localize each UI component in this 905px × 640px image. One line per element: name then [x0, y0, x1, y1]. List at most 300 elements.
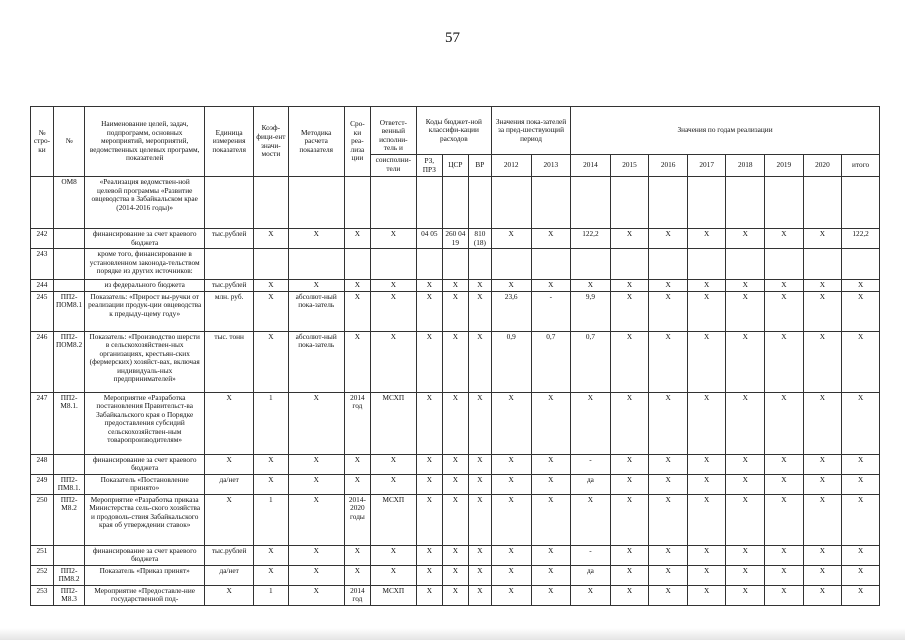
- value-2016-cell: X: [649, 229, 688, 249]
- value-2020-cell: [803, 177, 842, 229]
- value-2018-cell: X: [726, 392, 765, 454]
- rz-cell: X: [416, 545, 442, 565]
- value-2012-cell: X: [491, 545, 531, 565]
- value-2019-cell: X: [765, 494, 804, 545]
- header-year-2012: 2012: [491, 155, 531, 177]
- term-cell: 2014-2020 годы: [344, 494, 370, 545]
- value-2013-cell: X: [531, 585, 571, 605]
- table-row: [31, 249, 880, 280]
- value-2012-cell: X: [491, 454, 531, 474]
- total-cell: [842, 249, 880, 280]
- value-2019-cell: X: [765, 392, 804, 454]
- vr-cell: X: [468, 392, 491, 454]
- row-number-cell: 247: [31, 392, 54, 454]
- value-2014-cell: X: [571, 392, 611, 454]
- total-cell: 122,2: [842, 229, 880, 249]
- csr-cell: [442, 249, 468, 280]
- value-2020-cell: X: [803, 585, 842, 605]
- value-2016-cell: [649, 177, 688, 229]
- name-cell: Показатель: «Прирост вы-ручки от реализации продук-ции овцеводства к предыду-щему году»: [85, 291, 205, 331]
- value-2014-cell: X: [571, 494, 611, 545]
- scan-edge: [0, 628, 905, 640]
- header-year-2015: 2015: [610, 155, 649, 177]
- value-2016-cell: X: [649, 454, 688, 474]
- method-cell: абсолют-ный пока-затель: [288, 291, 344, 331]
- vr-cell: X: [468, 291, 491, 331]
- coefficient-cell: X: [254, 331, 288, 392]
- value-2018-cell: X: [726, 454, 765, 474]
- term-cell: 2014 год: [344, 585, 370, 605]
- value-2016-cell: X: [649, 331, 688, 392]
- value-2020-cell: [803, 249, 842, 280]
- value-2016-cell: X: [649, 494, 688, 545]
- header-method: Методика расчета показателя: [288, 107, 344, 177]
- term-cell: X: [344, 454, 370, 474]
- value-2020-cell: X: [803, 392, 842, 454]
- coefficient-cell: 1: [254, 494, 288, 545]
- value-2014-cell: да: [571, 474, 611, 494]
- rz-cell: X: [416, 454, 442, 474]
- value-2013-cell: X: [531, 392, 571, 454]
- value-2019-cell: X: [765, 474, 804, 494]
- value-2016-cell: [649, 249, 688, 280]
- row-number-cell: 250: [31, 494, 54, 545]
- page-number: 57: [445, 30, 460, 46]
- value-2013-cell: 0,7: [531, 331, 571, 392]
- code-cell: [53, 454, 84, 474]
- vr-cell: X: [468, 331, 491, 392]
- header-baseline-period: Значения пока-зателей за пред-шествующий период: [491, 107, 570, 155]
- header-vr: ВР: [468, 155, 491, 177]
- value-2016-cell: X: [649, 474, 688, 494]
- header-year-2019: 2019: [765, 155, 804, 177]
- value-2017-cell: X: [687, 454, 726, 474]
- row-number-cell: 242: [31, 229, 54, 249]
- table-row: [31, 291, 880, 331]
- total-cell: X: [842, 280, 880, 292]
- table-row: [31, 229, 880, 249]
- responsible-cell: МСХП: [370, 585, 416, 605]
- rz-cell: X: [416, 392, 442, 454]
- value-2014-cell: -: [571, 454, 611, 474]
- value-2015-cell: X: [610, 565, 649, 585]
- rz-cell: X: [416, 585, 442, 605]
- unit-cell: X: [205, 494, 254, 545]
- value-2018-cell: [726, 249, 765, 280]
- responsible-cell: [370, 249, 416, 280]
- table-row: [31, 454, 880, 474]
- value-2013-cell: [531, 177, 571, 229]
- value-2017-cell: X: [687, 474, 726, 494]
- term-cell: X: [344, 331, 370, 392]
- value-2012-cell: X: [491, 229, 531, 249]
- header-total: итого: [842, 155, 880, 177]
- value-2020-cell: X: [803, 454, 842, 474]
- value-2017-cell: X: [687, 229, 726, 249]
- name-cell: из федерального бюджета: [85, 280, 205, 292]
- total-cell: X: [842, 454, 880, 474]
- value-2012-cell: X: [491, 494, 531, 545]
- row-number-cell: [31, 177, 54, 229]
- value-2015-cell: [610, 177, 649, 229]
- vr-cell: X: [468, 494, 491, 545]
- value-2015-cell: X: [610, 229, 649, 249]
- term-cell: 2014 год: [344, 392, 370, 454]
- header-row-number: № стро-ки: [31, 107, 54, 177]
- coefficient-cell: X: [254, 291, 288, 331]
- csr-cell: X: [442, 331, 468, 392]
- name-cell: кроме того, финансирование в установленном законода-тельством порядке из других источников:: [85, 249, 205, 280]
- value-2013-cell: X: [531, 474, 571, 494]
- header-code: №: [53, 107, 84, 177]
- total-cell: [842, 177, 880, 229]
- vr-cell: 810 (18): [468, 229, 491, 249]
- value-2020-cell: X: [803, 565, 842, 585]
- term-cell: X: [344, 229, 370, 249]
- value-2017-cell: X: [687, 494, 726, 545]
- name-cell: Показатель: «Производство шерсти в сельскохозяйствен-ных организациях, крестьян-ских (фермерских) хозяйст-вах, включая индивидуаль-ных предпринимателей»: [85, 331, 205, 392]
- row-number-cell: 243: [31, 249, 54, 280]
- name-cell: финансирование за счет краевого бюджета: [85, 229, 205, 249]
- name-cell: Показатель «Постановление принято»: [85, 474, 205, 494]
- responsible-cell: МСХП: [370, 392, 416, 454]
- total-cell: X: [842, 565, 880, 585]
- coefficient-cell: [254, 177, 288, 229]
- value-2013-cell: X: [531, 454, 571, 474]
- code-cell: ПП2-М8.1.: [53, 392, 84, 454]
- csr-cell: X: [442, 474, 468, 494]
- term-cell: X: [344, 474, 370, 494]
- row-number-cell: 251: [31, 545, 54, 565]
- value-2015-cell: X: [610, 585, 649, 605]
- unit-cell: тыс.рублей: [205, 229, 254, 249]
- table-body: [31, 177, 880, 606]
- value-2014-cell: X: [571, 280, 611, 292]
- value-2014-cell: -: [571, 545, 611, 565]
- value-2017-cell: X: [687, 545, 726, 565]
- value-2018-cell: X: [726, 585, 765, 605]
- rz-cell: [416, 249, 442, 280]
- header-year-2017: 2017: [687, 155, 726, 177]
- value-2020-cell: X: [803, 331, 842, 392]
- value-2017-cell: X: [687, 392, 726, 454]
- method-cell: X: [288, 585, 344, 605]
- value-2019-cell: X: [765, 291, 804, 331]
- value-2015-cell: X: [610, 494, 649, 545]
- header-responsible: Ответст-венный исполни-тель и: [370, 107, 416, 155]
- value-2018-cell: X: [726, 291, 765, 331]
- total-cell: X: [842, 545, 880, 565]
- value-2016-cell: X: [649, 291, 688, 331]
- vr-cell: X: [468, 454, 491, 474]
- unit-cell: тыс.рублей: [205, 280, 254, 292]
- value-2012-cell: 23,6: [491, 291, 531, 331]
- unit-cell: да/нет: [205, 474, 254, 494]
- value-2018-cell: X: [726, 565, 765, 585]
- responsible-cell: X: [370, 454, 416, 474]
- table-row: [31, 392, 880, 454]
- code-cell: ПП2-ПМ8.1.: [53, 474, 84, 494]
- value-2015-cell: X: [610, 545, 649, 565]
- value-2012-cell: X: [491, 280, 531, 292]
- vr-cell: X: [468, 474, 491, 494]
- table-row: [31, 565, 880, 585]
- name-cell: финансирование за счет краевого бюджета: [85, 454, 205, 474]
- value-2020-cell: X: [803, 545, 842, 565]
- value-2018-cell: X: [726, 545, 765, 565]
- rz-cell: X: [416, 331, 442, 392]
- value-2015-cell: [610, 249, 649, 280]
- row-number-cell: 252: [31, 565, 54, 585]
- header-rz: РЗ, ПРЗ: [416, 155, 442, 177]
- row-number-cell: 246: [31, 331, 54, 392]
- code-cell: ПП2-ПМ8.2: [53, 565, 84, 585]
- responsible-cell: X: [370, 280, 416, 292]
- method-cell: X: [288, 474, 344, 494]
- value-2019-cell: [765, 177, 804, 229]
- value-2016-cell: X: [649, 585, 688, 605]
- value-2015-cell: X: [610, 392, 649, 454]
- value-2017-cell: X: [687, 280, 726, 292]
- coefficient-cell: X: [254, 454, 288, 474]
- unit-cell: млн. руб.: [205, 291, 254, 331]
- value-2020-cell: X: [803, 494, 842, 545]
- header-year-2016: 2016: [649, 155, 688, 177]
- row-number-cell: 249: [31, 474, 54, 494]
- code-cell: ПП2-ПОМ8.2: [53, 331, 84, 392]
- code-cell: [53, 249, 84, 280]
- responsible-cell: X: [370, 545, 416, 565]
- header-term: Сро-ки реа-лиза ции: [344, 107, 370, 177]
- value-2020-cell: X: [803, 280, 842, 292]
- method-cell: X: [288, 229, 344, 249]
- rz-cell: X: [416, 494, 442, 545]
- row-number-cell: 245: [31, 291, 54, 331]
- value-2019-cell: X: [765, 229, 804, 249]
- value-2014-cell: 9,9: [571, 291, 611, 331]
- name-cell: Мероприятие «Разработка постановления Правительст-ва Забайкальского края о Порядке предоставления субсидий сельскохозяйствен-ным товаропроизводителям»: [85, 392, 205, 454]
- table-row: [31, 331, 880, 392]
- term-cell: [344, 249, 370, 280]
- coefficient-cell: X: [254, 545, 288, 565]
- code-cell: [53, 229, 84, 249]
- value-2016-cell: X: [649, 545, 688, 565]
- csr-cell: [442, 177, 468, 229]
- responsible-cell: [370, 177, 416, 229]
- coefficient-cell: X: [254, 280, 288, 292]
- value-2020-cell: X: [803, 474, 842, 494]
- vr-cell: X: [468, 280, 491, 292]
- value-2013-cell: X: [531, 229, 571, 249]
- program-indicators-table: [30, 106, 880, 606]
- coefficient-cell: 1: [254, 585, 288, 605]
- header-csr: ЦСР: [442, 155, 468, 177]
- vr-cell: [468, 249, 491, 280]
- value-2015-cell: X: [610, 454, 649, 474]
- vr-cell: X: [468, 565, 491, 585]
- value-2015-cell: X: [610, 280, 649, 292]
- header-year-2013: 2013: [531, 155, 571, 177]
- value-2014-cell: 122,2: [571, 229, 611, 249]
- value-2019-cell: X: [765, 545, 804, 565]
- value-2013-cell: X: [531, 280, 571, 292]
- header-unit: Единица измерения показателя: [205, 107, 254, 177]
- csr-cell: X: [442, 280, 468, 292]
- value-2012-cell: X: [491, 565, 531, 585]
- csr-cell: X: [442, 454, 468, 474]
- table-row: [31, 545, 880, 565]
- unit-cell: X: [205, 392, 254, 454]
- vr-cell: X: [468, 585, 491, 605]
- code-cell: ПП2-М8.2: [53, 494, 84, 545]
- value-2014-cell: [571, 249, 611, 280]
- coefficient-cell: [254, 249, 288, 280]
- code-cell: [53, 280, 84, 292]
- value-2017-cell: X: [687, 565, 726, 585]
- method-cell: X: [288, 494, 344, 545]
- csr-cell: X: [442, 291, 468, 331]
- rz-cell: X: [416, 280, 442, 292]
- value-2015-cell: X: [610, 331, 649, 392]
- value-2018-cell: X: [726, 280, 765, 292]
- value-2013-cell: X: [531, 494, 571, 545]
- csr-cell: X: [442, 494, 468, 545]
- value-2018-cell: X: [726, 474, 765, 494]
- value-2017-cell: X: [687, 585, 726, 605]
- term-cell: X: [344, 545, 370, 565]
- table-row: [31, 494, 880, 545]
- header-year-2018: 2018: [726, 155, 765, 177]
- value-2012-cell: [491, 249, 531, 280]
- header-year-2020: 2020: [803, 155, 842, 177]
- unit-cell: X: [205, 454, 254, 474]
- value-2019-cell: [765, 249, 804, 280]
- responsible-cell: X: [370, 474, 416, 494]
- responsible-cell: X: [370, 229, 416, 249]
- header-values-by-year: Значения по годам реализации: [571, 107, 880, 155]
- unit-cell: [205, 249, 254, 280]
- value-2019-cell: X: [765, 585, 804, 605]
- term-cell: X: [344, 280, 370, 292]
- term-cell: X: [344, 565, 370, 585]
- value-2019-cell: X: [765, 565, 804, 585]
- row-number-cell: 253: [31, 585, 54, 605]
- value-2016-cell: X: [649, 280, 688, 292]
- value-2020-cell: X: [803, 291, 842, 331]
- total-cell: X: [842, 291, 880, 331]
- name-cell: Мероприятие «Предоставле-ние государственной под-: [85, 585, 205, 605]
- header-year-2014: 2014: [571, 155, 611, 177]
- header-coefficient: Коэф-фици-ент значи-мости: [254, 107, 288, 177]
- name-cell: Показатель «Приказ принят»: [85, 565, 205, 585]
- value-2017-cell: X: [687, 291, 726, 331]
- value-2016-cell: X: [649, 565, 688, 585]
- method-cell: X: [288, 565, 344, 585]
- rz-cell: X: [416, 291, 442, 331]
- table-row: [31, 474, 880, 494]
- value-2017-cell: [687, 177, 726, 229]
- value-2012-cell: 0,9: [491, 331, 531, 392]
- table-row: [31, 280, 880, 292]
- value-2018-cell: X: [726, 229, 765, 249]
- term-cell: X: [344, 291, 370, 331]
- value-2013-cell: X: [531, 565, 571, 585]
- header-budget-codes: Коды бюджет-ной классифи-кации расходов: [416, 107, 491, 155]
- unit-cell: да/нет: [205, 565, 254, 585]
- value-2019-cell: X: [765, 280, 804, 292]
- method-cell: X: [288, 454, 344, 474]
- method-cell: X: [288, 545, 344, 565]
- value-2015-cell: X: [610, 291, 649, 331]
- value-2013-cell: X: [531, 545, 571, 565]
- value-2014-cell: [571, 177, 611, 229]
- value-2020-cell: X: [803, 229, 842, 249]
- value-2014-cell: 0,7: [571, 331, 611, 392]
- value-2019-cell: X: [765, 331, 804, 392]
- value-2016-cell: X: [649, 392, 688, 454]
- vr-cell: X: [468, 545, 491, 565]
- name-cell: финансирование за счет краевого бюджета: [85, 545, 205, 565]
- csr-cell: 260 04 19: [442, 229, 468, 249]
- header-name: Наименование целей, задач, подпрограмм, основных мероприятий, мероприятий, ведомственных целевых программ, показателей: [85, 107, 205, 177]
- method-cell: абсолют-ный пока-затель: [288, 331, 344, 392]
- csr-cell: X: [442, 392, 468, 454]
- table-header: [31, 107, 880, 177]
- value-2018-cell: X: [726, 331, 765, 392]
- value-2012-cell: X: [491, 585, 531, 605]
- name-cell: Мероприятие «Разработка приказа Министерства сель-ского хозяйства и продоволь-ствия Забайкальского края об утверждении ставок»: [85, 494, 205, 545]
- total-cell: X: [842, 474, 880, 494]
- total-cell: X: [842, 392, 880, 454]
- value-2017-cell: X: [687, 331, 726, 392]
- total-cell: X: [842, 585, 880, 605]
- responsible-cell: X: [370, 331, 416, 392]
- table-row: [31, 585, 880, 605]
- value-2012-cell: X: [491, 474, 531, 494]
- rz-cell: [416, 177, 442, 229]
- value-2014-cell: X: [571, 585, 611, 605]
- unit-cell: тыс.рублей: [205, 545, 254, 565]
- method-cell: X: [288, 392, 344, 454]
- coefficient-cell: X: [254, 565, 288, 585]
- row-number-cell: 248: [31, 454, 54, 474]
- total-cell: X: [842, 494, 880, 545]
- responsible-cell: X: [370, 565, 416, 585]
- name-cell: «Реализация ведомствен-ной целевой программы «Развитие овцеводства в Забайкальском крае (2014-2016 годы)»: [85, 177, 205, 229]
- row-number-cell: 244: [31, 280, 54, 292]
- csr-cell: X: [442, 545, 468, 565]
- code-cell: [53, 545, 84, 565]
- unit-cell: тыс. тонн: [205, 331, 254, 392]
- value-2017-cell: [687, 249, 726, 280]
- value-2015-cell: X: [610, 474, 649, 494]
- value-2013-cell: [531, 249, 571, 280]
- method-cell: [288, 177, 344, 229]
- value-2018-cell: [726, 177, 765, 229]
- rz-cell: X: [416, 474, 442, 494]
- total-cell: X: [842, 331, 880, 392]
- responsible-cell: X: [370, 291, 416, 331]
- vr-cell: [468, 177, 491, 229]
- responsible-cell: МСХП: [370, 494, 416, 545]
- value-2019-cell: X: [765, 454, 804, 474]
- code-cell: ПП2-М8.3: [53, 585, 84, 605]
- unit-cell: X: [205, 585, 254, 605]
- coefficient-cell: X: [254, 229, 288, 249]
- csr-cell: X: [442, 565, 468, 585]
- code-cell: ПП2-ПОМ8.1: [53, 291, 84, 331]
- term-cell: [344, 177, 370, 229]
